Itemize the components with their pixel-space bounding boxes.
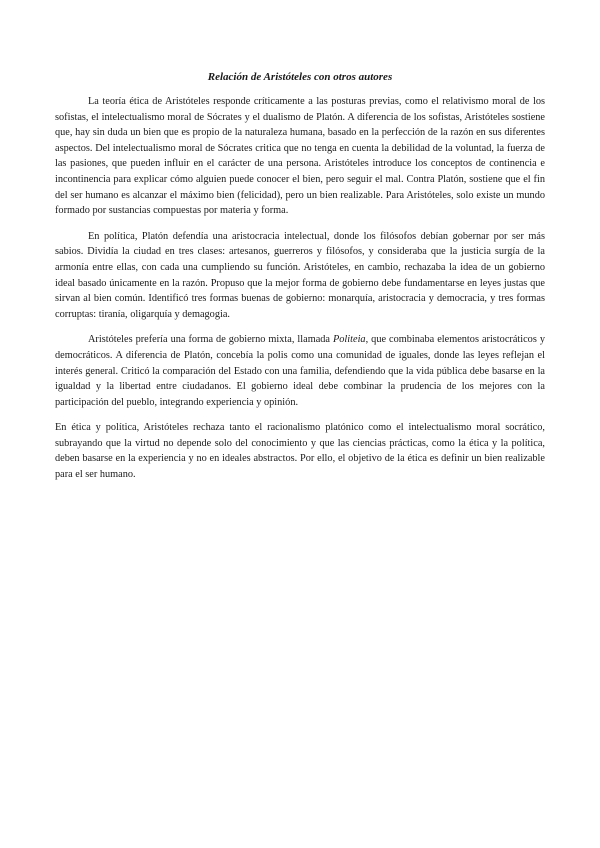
paragraph-politics-plato: En política, Platón defendía una aristocracia intelectual, donde los filósofos debían gobernar por ser más sabios. Dividía la ciudad en tres clases: artesanos, guerreros y filósofos, y consideraba que la justicia surgía de la armonía entre ellas, con cada una cumpliendo su función. Aristóteles, en cambio, rechazaba la idea de un gobierno ideal basado únicamente en la razón. Propuso que la mejor forma de gobierno debe fundamentarse en leyes justas que sirvan al bien común. Identificó tres formas buenas de gobierno: monarquía, aristocracia y democracia, y tres formas corruptas: tiranía, oligarquía y demagogia. bbox=[55, 230, 545, 320]
politeia-text-after: , que combinaba elementos aristocráticos y democráticos. A diferencia de Platón, concebía la polis como una comunidad de iguales, donde las leyes reflejan el interés general. Criticó la comparación del Estado con una familia, defendiendo que la vida pública debe basarse en la igualdad y la libertad entre ciudadanos. El gobierno ideal debe combinar la prudencia de los mejores con la participación del pueblo, integrando experiencia y opinión. bbox=[55, 334, 545, 408]
document-title: Relación de Aristóteles con otros autores bbox=[207, 71, 393, 83]
document-page bbox=[55, 70, 545, 493]
paragraph-ethics-critique: La teoría ética de Aristóteles responde críticamente a las posturas previas, como el relativismo moral de los sofistas, el intelectualismo moral de Sócrates y el dualismo de Platón. A diferencia de los sofistas, Aristóteles sostiene que, hay sin duda un bien que es propio de la naturaleza humana, basado en la perfección de la razón en sus diferentes aspectos. Del intelectualismo moral de Sócrates critica que no tenga en cuenta la debilidad de la voluntad, la fuerza de las pasiones, que pueden influir en el carácter de una persona. Aristóteles introduce los conceptos de continencia e incontinencia para explicar cómo alguien puede conocer el bien, pero seguir el mal. Contra Platón, sostiene que el fin del ser humano es alcanzar el máximo bien (felicidad), pero un bien realizable. Para Aristóteles, solo existe un mundo formado por sustancias compuestas por materia y forma. bbox=[55, 96, 545, 217]
paragraph-conclusion: En ética y política, Aristóteles rechaza tanto el racionalismo platónico como el intelectualismo moral socrático, subrayando que la virtud no depende solo del conocimiento y que las ciencias prácticas, como la ética y la política, deben basarse en la experiencia y no en ideales abstractos. Por ello, el objetivo de la ética es definir un bien realizable para el ser humano. bbox=[55, 422, 545, 481]
politeia-text-before: Aristóteles prefería una forma de gobierno mixta, llamada bbox=[88, 334, 333, 346]
paragraph-politeia bbox=[55, 332, 545, 410]
politeia-term: Politeia bbox=[332, 334, 366, 346]
